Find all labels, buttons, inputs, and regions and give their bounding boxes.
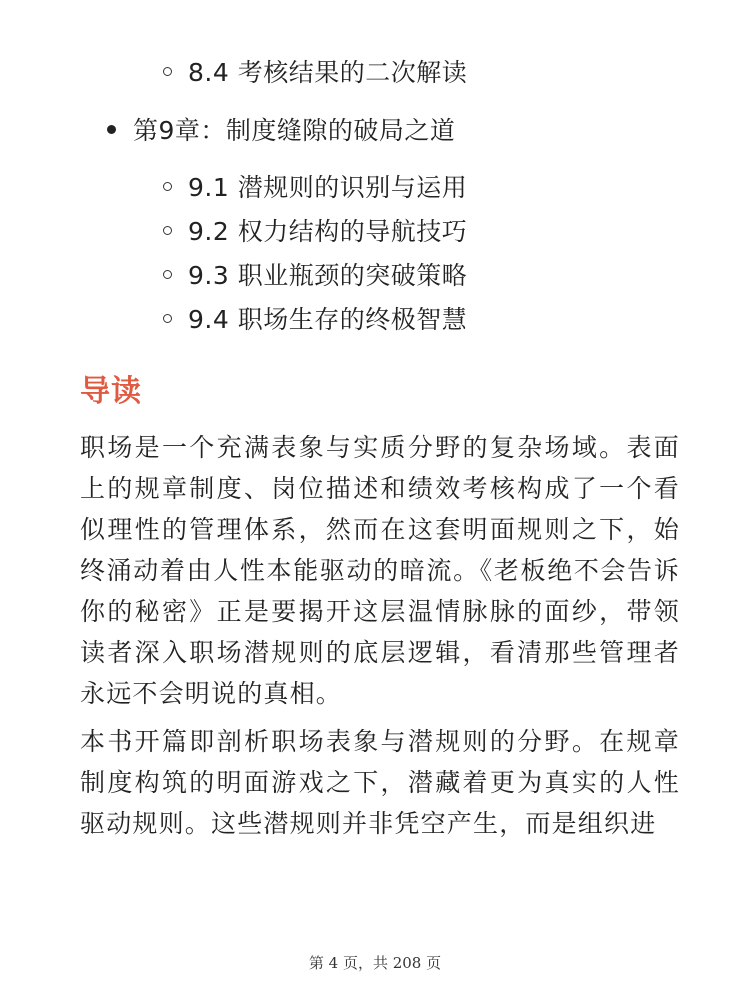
toc-section-label: 9.4 职场生存的终极智慧 xyxy=(188,305,468,334)
toc-section-label: 9.1 潜规则的识别与运用 xyxy=(188,173,468,202)
toc-section-label: 8.4 考核结果的二次解读 xyxy=(188,58,468,87)
page-indicator: 第 4 页，共 208 页 xyxy=(308,954,442,972)
toc-section-8-4 xyxy=(163,51,467,91)
toc-chapter-9 xyxy=(107,109,455,149)
intro-paragraph-1: 职场是一个充满表象与实质分野的复杂场域。表面上的规章制度、岗位描述和绩效考核构成了一个看似理性的管理体系，然而在这套明面规则之下，始终涌动着由人性本能驱动的暗流。《老板绝不会告诉你的秘密》正是要揭开这层温情脉脉的面纱，带领读者深入职场潜规则的底层逻辑，看清那些管理者永远不会明说的真相。 xyxy=(80,433,680,708)
circle-bullet-icon xyxy=(163,270,172,279)
circle-bullet-icon xyxy=(163,67,172,76)
disc-bullet-icon xyxy=(107,125,116,134)
toc-section-label: 9.2 权力结构的导航技巧 xyxy=(188,217,468,246)
toc-section-9-3 xyxy=(163,254,467,294)
toc-section-9-1 xyxy=(163,166,467,206)
circle-bullet-icon xyxy=(163,182,172,191)
toc-section-9-4 xyxy=(163,298,467,338)
toc-section-9-2 xyxy=(163,210,467,250)
toc-chapter-label: 第9章：制度缝隙的破局之道 xyxy=(133,116,456,145)
circle-bullet-icon xyxy=(163,226,172,235)
toc-section-label: 9.3 职业瓶颈的突破策略 xyxy=(188,261,468,290)
circle-bullet-icon xyxy=(163,314,172,323)
intro-paragraph-2: 本书开篇即剖析职场表象与潜规则的分野。在规章制度构筑的明面游戏之下，潜藏着更为真实的人性驱动规则。这些潜规则并非凭空产生，而是组织进 xyxy=(80,727,680,838)
intro-heading: 导读 xyxy=(80,374,142,409)
